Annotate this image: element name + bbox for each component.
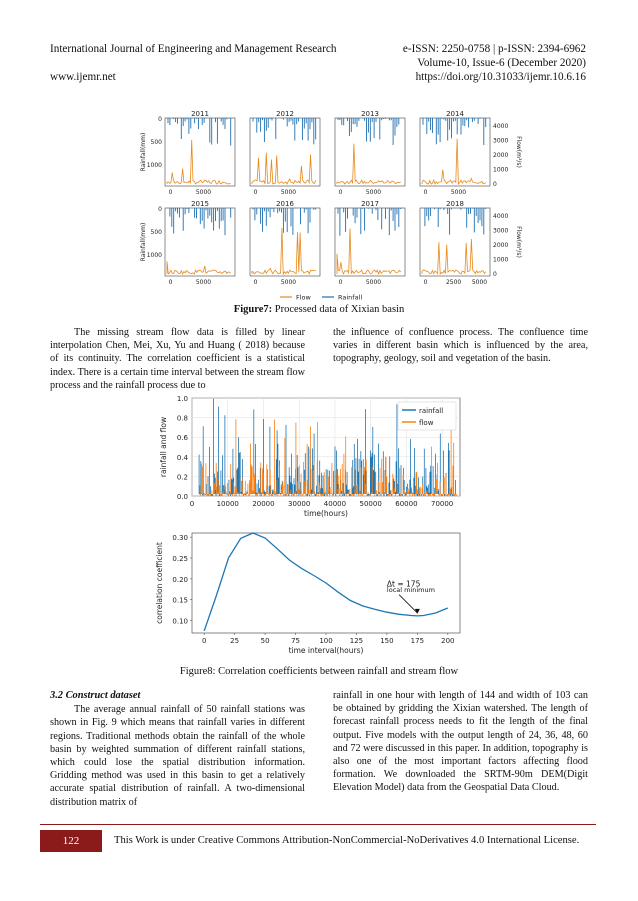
flow-line xyxy=(167,261,231,274)
annotation-label: Δt = 175 xyxy=(386,579,421,589)
x-tick-label: 5000 xyxy=(195,279,212,286)
y-tick-label: 0.15 xyxy=(172,596,188,605)
y-right-tick-label: 0 xyxy=(493,181,497,188)
y-left-tick-label: 500 xyxy=(150,229,162,236)
figure7-caption-text: Processed data of Xixian basin xyxy=(272,304,405,315)
section-right-column xyxy=(333,689,588,795)
panel-title: 2017 xyxy=(361,200,379,208)
figure7-caption xyxy=(0,304,638,315)
x-tick-label: 30000 xyxy=(288,500,311,508)
x-tick-label: 20000 xyxy=(252,500,275,508)
x-tick-label: 0 xyxy=(423,189,428,196)
y-right-label: Flow(m³/s) xyxy=(515,226,522,258)
page-number: 122 xyxy=(40,830,102,852)
y-right-tick-label: 0 xyxy=(493,271,497,278)
section-left-column xyxy=(50,689,305,809)
legend-flow-label: Flow xyxy=(296,293,311,302)
license-text: This Work is under Creative Commons Attribution-NonCommercial-NoDerivatives 4.0 International License. xyxy=(114,835,580,846)
y-right-tick-label: 3000 xyxy=(493,227,509,235)
y-right-tick-label: 4000 xyxy=(493,123,509,130)
panel-title: 2018 xyxy=(446,200,464,208)
y-left-tick-label: 500 xyxy=(150,139,162,146)
y-left-tick-label: 1000 xyxy=(146,252,162,259)
panel-title: 2015 xyxy=(191,200,209,208)
x-tick-label: 60000 xyxy=(395,500,418,508)
volume-issue: Volume-10, Issue-6 (December 2020) xyxy=(417,57,586,69)
legend-rainfall-label: rainfall xyxy=(419,407,444,415)
x-tick-label: 175 xyxy=(410,637,425,645)
x-axis-label: time interval(hours) xyxy=(288,646,364,655)
panel-title: 2013 xyxy=(361,110,379,118)
annotation-sublabel: local minimum xyxy=(386,586,435,595)
y-tick-label: 0.2 xyxy=(176,473,188,482)
y-tick-label: 0.4 xyxy=(176,453,188,462)
panel-title: 2012 xyxy=(276,110,294,118)
flow-line xyxy=(422,139,486,184)
journal-website[interactable]: www.ijemr.net xyxy=(50,71,116,83)
x-tick-label: 40000 xyxy=(323,500,347,508)
x-tick-label: 50000 xyxy=(359,500,382,508)
x-tick-label: 50 xyxy=(260,637,270,645)
x-tick-label: 5000 xyxy=(471,279,488,286)
figure7-chart xyxy=(130,104,530,304)
x-tick-label: 0 xyxy=(253,279,258,286)
y-left-tick-label: 0 xyxy=(158,116,162,123)
x-tick-label: 0 xyxy=(338,189,343,196)
y-right-label: Flow(m³/s) xyxy=(515,136,522,168)
x-tick-label: 0 xyxy=(189,500,195,508)
x-tick-label: 200 xyxy=(441,637,455,645)
y-tick-label: 0.6 xyxy=(176,434,188,443)
x-tick-label: 5000 xyxy=(365,189,382,196)
flow-line xyxy=(252,153,316,184)
x-tick-label: 5000 xyxy=(280,189,297,196)
panel-frame xyxy=(420,208,490,276)
y-left-label: Rainfall(mm) xyxy=(140,222,147,262)
panel-title: 2011 xyxy=(191,110,209,118)
y-right-tick-label: 2000 xyxy=(493,242,509,249)
flow-line xyxy=(337,144,401,184)
paragraph: The average annual rainfall of 50 rainfall stations was shown in Fig. 9 which means that rainfall varies in different regions. Traditional methods obtain the rainfall of the whole basin by weighted summation of different rainfall stations, which could lose the spatial distribution information. Gridding method was used in this basin to get a relatively accurate spatial distribution of rainfall. A two-dimensional distribution matrix of xyxy=(50,704,305,808)
y-right-tick-label: 2000 xyxy=(493,152,509,159)
x-tick-label: 5000 xyxy=(365,279,382,286)
flow-line xyxy=(167,140,231,184)
y-left-tick-label: 1000 xyxy=(146,162,162,169)
x-tick-label: 125 xyxy=(349,637,364,645)
y-right-tick-label: 1000 xyxy=(493,256,509,264)
x-tick-label: 0 xyxy=(168,189,173,196)
x-tick-label: 5000 xyxy=(195,189,212,196)
x-tick-label: 150 xyxy=(380,637,394,645)
section-heading: 3.2 Construct dataset xyxy=(50,690,141,701)
figure8-chart xyxy=(150,388,480,658)
y-tick-label: 1.0 xyxy=(176,395,188,403)
x-tick-label: 0 xyxy=(423,279,428,286)
y-axis-label: rainfall and flow xyxy=(159,416,168,478)
paragraph: The missing stream flow data is filled by linear interpolation Chen, Mei, Xu, Yu and Huang ( 2018) because of its continuity. The correlation coefficient is a statistical index. There is a certain time interval between the stream flow process and the rainfall process due to xyxy=(50,327,305,391)
left-column-text xyxy=(50,326,305,392)
y-right-tick-label: 3000 xyxy=(493,137,509,145)
right-column-text xyxy=(333,326,588,366)
y-left-tick-label: 0 xyxy=(158,206,162,213)
panel-title: 2016 xyxy=(276,200,294,208)
y-tick-label: 0.10 xyxy=(172,617,188,626)
x-tick-label: 0 xyxy=(253,189,258,196)
paragraph: rainfall in one hour with length of 144 and width of 103 can be obtained by gridding the Xixian watershed. The length of forecast rainfall process needs to fit the length of the final output. Five models with the output length of 24, 36, 48, 60 and 72 were discussed in this paper. In addition, topography is also one of the most important factors affecting flood formation. We downloaded the SRTM-90m DEM(Digit Elevation Model) data from the Geospatial Data Cloud. xyxy=(333,690,588,794)
flow-line xyxy=(337,228,401,274)
y-tick-label: 0.0 xyxy=(176,493,188,501)
paragraph: the influence of confluence process. The confluence time varies in different basin which is influenced by the area, topography, geology, soil and vegetation of the basin. xyxy=(333,327,588,365)
x-tick-label: 70000 xyxy=(430,500,454,508)
figure8-caption: Figure8: Correlation coefficients between rainfall and stream flow xyxy=(179,666,459,677)
page-footer xyxy=(40,824,596,854)
issn: e-ISSN: 2250-0758 | p-ISSN: 2394-6962 xyxy=(402,43,586,55)
y-tick-label: 0.25 xyxy=(172,555,188,563)
y-axis-label: correlation coefficient xyxy=(155,542,164,624)
y-left-label: Rainfall(mm) xyxy=(140,132,147,172)
doi-link[interactable]: https://doi.org/10.31033/ijemr.10.6.16 xyxy=(415,71,586,83)
y-right-tick-label: 4000 xyxy=(493,213,509,220)
y-tick-label: 0.30 xyxy=(172,534,188,543)
x-tick-label: 0 xyxy=(338,279,343,286)
x-tick-label: 5000 xyxy=(280,279,297,286)
flow-line xyxy=(252,228,316,274)
flow-line xyxy=(422,239,486,274)
x-tick-label: 0 xyxy=(201,637,207,645)
x-tick-label: 10000 xyxy=(216,500,239,508)
y-tick-label: 0.20 xyxy=(172,575,188,584)
page-header xyxy=(50,42,586,84)
x-tick-label: 25 xyxy=(230,637,240,645)
x-tick-label: 5000 xyxy=(450,189,467,196)
y-right-tick-label: 1000 xyxy=(493,166,509,174)
x-tick-label: 100 xyxy=(319,637,333,645)
x-tick-label: 0 xyxy=(168,279,173,286)
panel-title: 2014 xyxy=(446,110,464,118)
journal-name: International Journal of Engineering and Management Research xyxy=(50,43,337,55)
y-tick-label: 0.8 xyxy=(176,414,188,423)
x-axis-label: time(hours) xyxy=(304,509,348,518)
figure7-caption-label: Figure7: xyxy=(233,304,273,315)
x-tick-label: 75 xyxy=(291,637,301,645)
legend-rainfall-label: Rainfall xyxy=(338,293,363,302)
panel-frame xyxy=(165,118,235,186)
x-tick-label: 2500 xyxy=(445,279,462,286)
legend-flow-label: flow xyxy=(419,419,434,427)
